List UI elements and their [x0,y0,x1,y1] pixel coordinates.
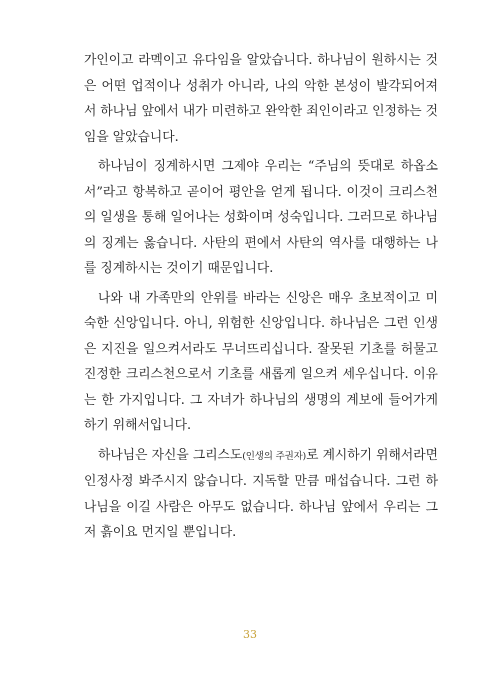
paragraph-4-start: 하나님은 자신을 그리스도 [98,447,243,463]
paragraph-4-end: 로 계시하기 위해서라면 인정사정 봐주시지 않습니다. 지독할 만큼 매섭습니다. 그런 하나님을 이길 사람은 아무도 없습니다. 하나님 앞에서 우리는 그저 흙이요 먼지일 뿐입니다. [84,447,438,540]
paragraph-4-aside: (인생의 주권자) [242,450,307,462]
paragraph-4 [84,443,438,546]
paragraph-3: 나와 내 가족만의 안위를 바라는 신앙은 매우 초보적이고 미숙한 신앙입니다. 아니, 위험한 신앙입니다. 하나님은 그런 인생은 지진을 일으켜서라도 무너뜨리십니다. 잘못된 기초를 허물고 진정한 크리스천으로서 기초를 새롭게 일으켜 세우십니다. 이유는 한 가지입니다. 그 자녀가 하나님의 생명의 계보에 들어가게 하기 위해서입니다. [84,290,438,433]
paragraph-1: 가인이고 라멕이고 유다임을 알았습니다. 하나님이 원하시는 것은 어떤 업적이나 성취가 아니라, 나의 악한 본성이 발각되어져서 하나님 앞에서 내가 미련하고 완악한 죄인이라고 인정하는 것임을 알았습니다. [84,53,438,145]
paragraph-2: 하나님이 징계하시면 그제야 우리는 “주님의 뜻대로 하옵소서”라고 항복하고 곧이어 평안을 얻게 됩니다. 이것이 크리스천의 일생을 통해 일어나는 성화이며 성숙입니다. 그러므로 하나님의 징계는 옳습니다. 사탄의 편에서 사탄의 역사를 대행하는 나를 징계하시는 것이기 때문입니다. [84,159,438,276]
body-text [84,48,438,550]
page-number: 33 [243,628,257,641]
